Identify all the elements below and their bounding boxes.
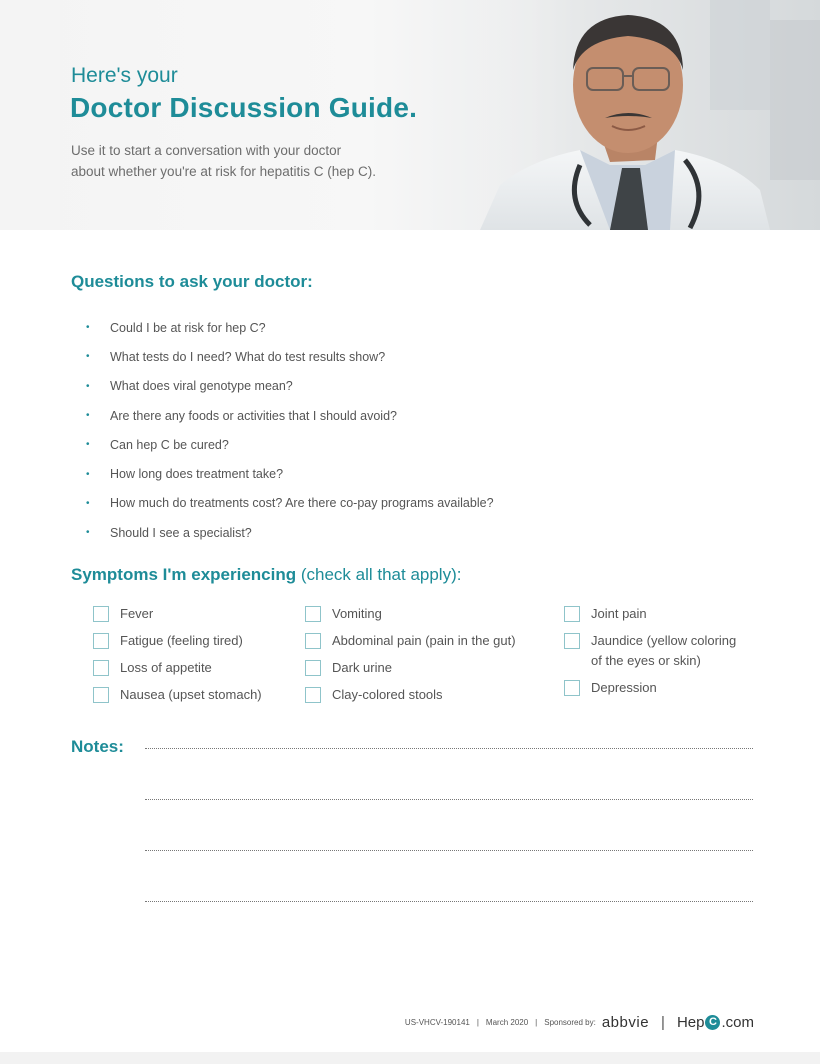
question-text: Could I be at risk for hep C? xyxy=(110,320,266,335)
questions-list xyxy=(86,313,494,547)
symptom-label: Depression xyxy=(591,680,657,695)
symptoms-column-2 xyxy=(305,604,516,712)
symptom-label: Loss of appetite xyxy=(120,660,212,675)
question-item xyxy=(86,489,494,518)
header-pretitle: Here's your xyxy=(71,64,178,87)
question-text: Can hep C be cured? xyxy=(110,437,229,452)
symptoms-column-3 xyxy=(564,604,736,705)
symptom-fever[interactable] xyxy=(93,604,262,624)
notes-line[interactable] xyxy=(145,748,753,749)
question-item xyxy=(86,313,494,342)
questions-heading: Questions to ask your doctor: xyxy=(71,272,313,291)
checkbox[interactable] xyxy=(305,660,321,676)
bullet-icon: • xyxy=(86,351,90,363)
checkbox[interactable] xyxy=(564,606,580,622)
checkbox[interactable] xyxy=(305,633,321,649)
symptom-label: Dark urine xyxy=(332,660,392,675)
symptoms-heading xyxy=(71,565,461,585)
abbvie-logo: abbvie xyxy=(601,1014,650,1031)
checkbox[interactable] xyxy=(564,633,580,649)
bullet-icon: • xyxy=(86,527,90,539)
symptom-fatigue[interactable] xyxy=(93,631,262,651)
bullet-icon: • xyxy=(86,497,90,509)
notes-line[interactable] xyxy=(145,901,753,902)
checkbox[interactable] xyxy=(93,687,109,703)
symptoms-column-1 xyxy=(93,604,262,712)
symptom-vomiting[interactable] xyxy=(305,604,516,624)
question-item xyxy=(86,518,494,547)
question-text: Should I see a specialist? xyxy=(110,525,252,540)
symptoms-heading-bold: Symptoms I'm experiencing xyxy=(71,565,297,584)
checkbox[interactable] xyxy=(93,606,109,622)
question-text: What tests do I need? What do test results show? xyxy=(110,349,386,364)
question-item xyxy=(86,430,494,459)
question-item xyxy=(86,401,494,430)
symptom-jaundice[interactable] xyxy=(564,631,736,671)
question-text: How long does treatment take? xyxy=(110,467,284,482)
symptom-label: Nausea (upset stomach) xyxy=(120,687,262,702)
symptom-dark-urine[interactable] xyxy=(305,658,516,678)
checkbox[interactable] xyxy=(93,660,109,676)
symptom-label: Fever xyxy=(120,606,154,621)
hepc-logo-pre: Hep xyxy=(676,1014,705,1031)
question-text: What does viral genotype mean? xyxy=(110,379,293,394)
symptom-label: Abdominal pain (pain in the gut) xyxy=(332,633,516,648)
checkbox[interactable] xyxy=(305,606,321,622)
header-banner xyxy=(0,0,820,230)
jaundice-line-1: Jaundice (yellow coloring xyxy=(591,633,737,648)
question-item xyxy=(86,372,494,401)
doctor-photo xyxy=(470,0,820,230)
jaundice-line-2: of the eyes or skin) xyxy=(591,653,701,668)
page-title: Doctor Discussion Guide. xyxy=(70,92,418,123)
question-text: Are there any foods or activities that I should avoid? xyxy=(110,408,397,423)
separator: | xyxy=(535,1018,538,1027)
symptom-nausea[interactable] xyxy=(93,685,262,705)
notes-line[interactable] xyxy=(145,850,753,851)
hepc-c-icon: C xyxy=(705,1015,720,1030)
hepc-logo xyxy=(677,1014,754,1031)
subtitle-line-2: about whether you're at risk for hepatitis C (hep C). xyxy=(71,164,376,179)
checkbox[interactable] xyxy=(564,680,580,696)
symptom-label: Clay-colored stools xyxy=(332,687,443,702)
symptom-loss-of-appetite[interactable] xyxy=(93,658,262,678)
symptom-label: Joint pain xyxy=(591,606,647,621)
symptoms-heading-note: (check all that apply): xyxy=(300,565,462,584)
question-item xyxy=(86,459,494,488)
symptom-label: Vomiting xyxy=(332,606,382,621)
hepc-logo-post: .com xyxy=(721,1014,754,1031)
checkbox[interactable] xyxy=(93,633,109,649)
header-subtitle xyxy=(71,140,491,182)
sponsored-label: Sponsored by: xyxy=(544,1018,596,1027)
separator: | xyxy=(661,1014,665,1031)
symptom-depression[interactable] xyxy=(564,678,736,698)
bullet-icon: • xyxy=(86,468,90,480)
symptom-label xyxy=(591,631,736,671)
subtitle-line-1: Use it to start a conversation with your doctor xyxy=(71,143,342,158)
symptom-joint-pain[interactable] xyxy=(564,604,736,624)
question-text: How much do treatments cost? Are there co-pay programs available? xyxy=(110,496,494,511)
bullet-icon: • xyxy=(86,322,90,334)
footer xyxy=(405,1014,754,1031)
bullet-icon: • xyxy=(86,410,90,422)
bullet-icon: • xyxy=(86,439,90,451)
bottom-strip xyxy=(0,1052,820,1064)
question-item xyxy=(86,342,494,371)
document-code: US-VHCV-190141 xyxy=(404,1018,470,1027)
bullet-icon: • xyxy=(86,380,90,392)
checkbox[interactable] xyxy=(305,687,321,703)
notes-line[interactable] xyxy=(145,799,753,800)
separator: | xyxy=(476,1018,479,1027)
symptom-abdominal-pain[interactable] xyxy=(305,631,516,651)
document-date: March 2020 xyxy=(485,1018,529,1027)
symptom-label: Fatigue (feeling tired) xyxy=(120,633,243,648)
notes-label: Notes: xyxy=(71,737,124,756)
symptom-clay-colored-stools[interactable] xyxy=(305,685,516,705)
